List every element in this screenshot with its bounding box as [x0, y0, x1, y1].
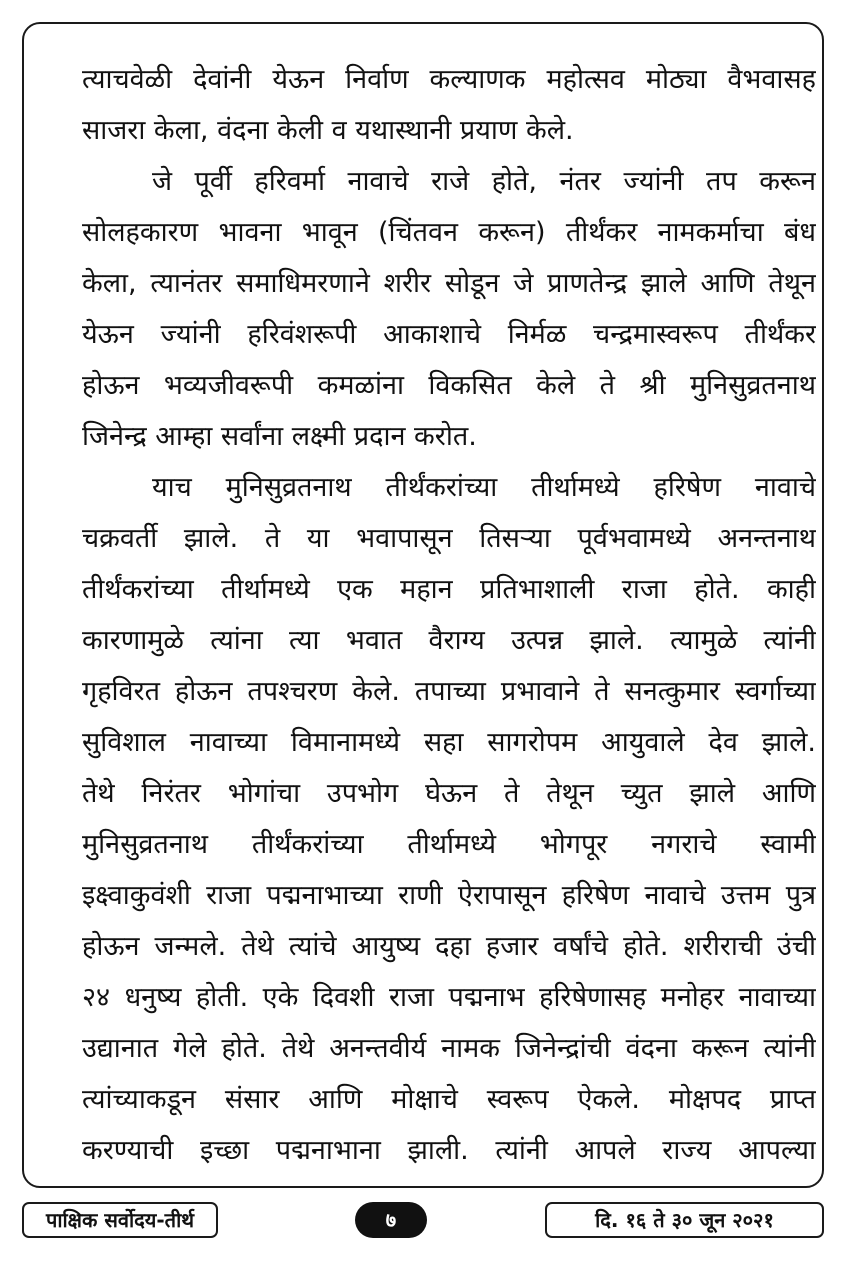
text-line: तीर्थंकरांच्या तीर्थामध्ये एक महान प्रतिभाशाली राजा होते. काही: [82, 574, 816, 605]
text-line: २४ धनुष्य होती. एके दिवशी राजा पद्मनाभ हरिषेणासह मनोहर नावाच्या: [82, 982, 816, 1013]
text-line: कारणामुळे त्यांना त्या भवात वैराग्य उत्पन्न झाले. त्यामुळे त्यांनी: [82, 625, 816, 656]
text-line: त्याचवेळी देवांनी येऊन निर्वाण कल्याणक महोत्सव मोठ्या वैभवासह: [82, 64, 816, 95]
text-line: सुविशाल नावाच्या विमानामध्ये सहा सागरोपम आयुवाले देव झाले.: [82, 727, 816, 758]
text-line: त्यांच्याकडून संसार आणि मोक्षाचे स्वरूप ऐकले. मोक्षपद प्राप्त: [82, 1084, 816, 1115]
text-line: येऊन ज्यांनी हरिवंशरूपी आकाशाचे निर्मळ चन्द्रमास्वरूप तीर्थंकर: [82, 319, 816, 350]
text-line: केला, त्यानंतर समाधिमरणाने शरीर सोडून जे प्राणतेन्द्र झाले आणि तेथून: [82, 268, 816, 299]
page-frame: [22, 22, 824, 1188]
text-line: होऊन भव्यजीवरूपी कमळांना विकसित केले ते श्री मुनिसुव्रतनाथ: [82, 370, 816, 401]
body-text: [82, 54, 816, 1176]
text-line: उद्यानात गेले होते. तेथे अनन्तवीर्य नामक जिनेन्द्रांची वंदना करून त्यांनी: [82, 1033, 816, 1064]
page-number: ७: [355, 1202, 427, 1238]
text-line: सोलहकारण भावना भावून (चिंतवन करून) तीर्थंकर नामकर्माचा बंध: [82, 217, 816, 248]
text-line: इक्ष्वाकुवंशी राजा पद्मनाभाच्या राणी ऐरापासून हरिषेण नावाचे उत्तम पुत्र: [82, 880, 816, 911]
text-line: तेथे निरंतर भोगांचा उपभोग घेऊन ते तेथून च्युत झाले आणि: [82, 778, 816, 809]
text-line: जिनेन्द्र आम्हा सर्वांना लक्ष्मी प्रदान करोत.: [82, 421, 477, 452]
text-line: मुनिसुव्रतनाथ तीर्थंकरांच्या तीर्थामध्ये भोगपूर नगराचे स्वामी: [82, 829, 816, 860]
text-line: याच मुनिसुव्रतनाथ तीर्थंकरांच्या तीर्थामध्ये हरिषेण नावाचे: [152, 472, 816, 503]
publication-name: पाक्षिक सर्वोदय-तीर्थ: [22, 1202, 218, 1238]
issue-date: दि. १६ ते ३० जून २०२१: [545, 1202, 824, 1238]
text-line: होऊन जन्मले. तेथे त्यांचे आयुष्य दहा हजार वर्षांचे होते. शरीराची उंची: [82, 931, 816, 962]
text-line: चक्रवर्ती झाले. ते या भवापासून तिसऱ्या पूर्वभवामध्ये अनन्तनाथ: [82, 523, 816, 554]
text-line: करण्याची इच्छा पद्मनाभाना झाली. त्यांनी आपले राज्य आपल्या: [82, 1135, 816, 1166]
text-line: जे पूर्वी हरिवर्मा नावाचे राजे होते, नंतर ज्यांनी तप करून: [152, 166, 816, 197]
text-line: गृहविरत होऊन तपश्चरण केले. तपाच्या प्रभावाने ते सनत्कुमार स्वर्गाच्या: [82, 676, 816, 707]
text-line: साजरा केला, वंदना केली व यथास्थानी प्रयाण केले.: [82, 115, 574, 146]
